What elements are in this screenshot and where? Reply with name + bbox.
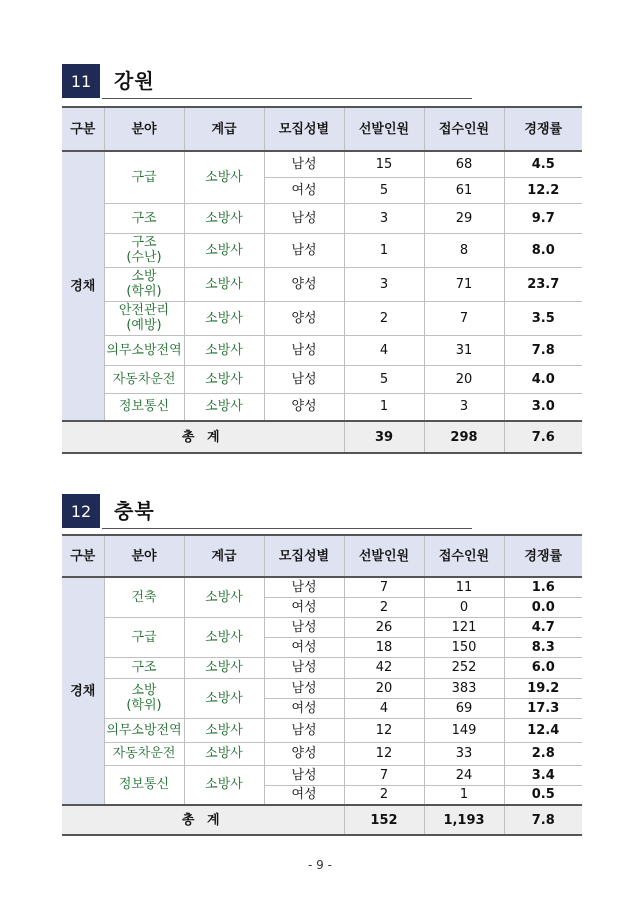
table-row <box>62 718 582 742</box>
applied-count-cell: 252 <box>424 657 504 678</box>
rank-cell: 소방사 <box>184 678 264 718</box>
selected-count-cell: 12 <box>344 742 424 765</box>
rank-cell: 소방사 <box>184 657 264 678</box>
column-header: 선발인원 <box>344 107 424 151</box>
total-label: 총 계 <box>62 421 344 453</box>
rank-cell: 소방사 <box>184 365 264 393</box>
table-row <box>62 365 582 393</box>
gender-cell: 여성 <box>264 597 344 617</box>
field-cell: 안전관리 (예방) <box>104 301 184 335</box>
applied-count-cell: 3 <box>424 393 504 421</box>
section-number-box: 11 <box>62 64 100 98</box>
field-cell: 구조 <box>104 657 184 678</box>
applied-count-cell: 31 <box>424 335 504 365</box>
gender-cell: 남성 <box>264 335 344 365</box>
gender-cell: 남성 <box>264 151 344 177</box>
applied-count-cell: 33 <box>424 742 504 765</box>
ratio-cell: 12.2 <box>504 177 582 203</box>
field-cell: 구조 (수난) <box>104 233 184 267</box>
total-row <box>62 805 582 835</box>
applied-count-cell: 20 <box>424 365 504 393</box>
gender-cell: 여성 <box>264 698 344 718</box>
ratio-cell: 19.2 <box>504 678 582 698</box>
applied-count-cell: 121 <box>424 617 504 637</box>
ratio-cell: 0.0 <box>504 597 582 617</box>
applied-count-cell: 11 <box>424 577 504 597</box>
selected-count-cell: 4 <box>344 698 424 718</box>
selected-count-cell: 5 <box>344 177 424 203</box>
gender-cell: 양성 <box>264 267 344 301</box>
table-row <box>62 617 582 637</box>
gender-cell: 남성 <box>264 678 344 698</box>
total-applied: 298 <box>424 421 504 453</box>
column-header: 분야 <box>104 535 184 577</box>
ratio-cell: 3.0 <box>504 393 582 421</box>
column-header: 선발인원 <box>344 535 424 577</box>
column-header: 계급 <box>184 107 264 151</box>
applied-count-cell: 149 <box>424 718 504 742</box>
table-row <box>62 151 582 177</box>
ratio-cell: 3.5 <box>504 301 582 335</box>
gender-cell: 양성 <box>264 393 344 421</box>
applied-count-cell: 0 <box>424 597 504 617</box>
section-underline <box>102 528 472 529</box>
applied-count-cell: 383 <box>424 678 504 698</box>
section-title: 강원 <box>114 69 155 93</box>
column-header: 접수인원 <box>424 535 504 577</box>
column-header: 모집성별 <box>264 535 344 577</box>
applied-count-cell: 68 <box>424 151 504 177</box>
field-cell: 정보통신 <box>104 393 184 421</box>
section-number-box: 12 <box>62 494 100 528</box>
field-cell: 의무소방전역 <box>104 335 184 365</box>
table-row <box>62 301 582 335</box>
selected-count-cell: 3 <box>344 203 424 233</box>
total-selected: 39 <box>344 421 424 453</box>
rank-cell: 소방사 <box>184 577 264 617</box>
selected-count-cell: 1 <box>344 393 424 421</box>
total-ratio: 7.8 <box>504 805 582 835</box>
gender-cell: 여성 <box>264 785 344 805</box>
table-row <box>62 233 582 267</box>
applied-count-cell: 71 <box>424 267 504 301</box>
field-cell: 건축 <box>104 577 184 617</box>
gender-cell: 남성 <box>264 365 344 393</box>
applied-count-cell: 8 <box>424 233 504 267</box>
ratio-cell: 3.4 <box>504 765 582 785</box>
table-row <box>62 203 582 233</box>
total-ratio: 7.6 <box>504 421 582 453</box>
applied-count-cell: 61 <box>424 177 504 203</box>
ratio-cell: 4.7 <box>504 617 582 637</box>
ratio-cell: 7.8 <box>504 335 582 365</box>
selected-count-cell: 2 <box>344 301 424 335</box>
rank-cell: 소방사 <box>184 335 264 365</box>
total-selected: 152 <box>344 805 424 835</box>
table-row <box>62 657 582 678</box>
table-row <box>62 393 582 421</box>
column-header: 경쟁률 <box>504 535 582 577</box>
applied-count-cell: 29 <box>424 203 504 233</box>
recruit-table-chungbuk <box>62 534 582 836</box>
applied-count-cell: 150 <box>424 637 504 657</box>
selected-count-cell: 2 <box>344 597 424 617</box>
gender-cell: 남성 <box>264 657 344 678</box>
ratio-cell: 8.0 <box>504 233 582 267</box>
selected-count-cell: 5 <box>344 365 424 393</box>
gender-cell: 양성 <box>264 742 344 765</box>
section-underline <box>102 98 472 99</box>
selected-count-cell: 12 <box>344 718 424 742</box>
category-cell: 경채 <box>62 577 104 805</box>
ratio-cell: 23.7 <box>504 267 582 301</box>
ratio-cell: 12.4 <box>504 718 582 742</box>
section-title: 충북 <box>114 499 155 523</box>
rank-cell: 소방사 <box>184 203 264 233</box>
rank-cell: 소방사 <box>184 393 264 421</box>
column-header: 경쟁률 <box>504 107 582 151</box>
selected-count-cell: 7 <box>344 577 424 597</box>
field-cell: 구급 <box>104 617 184 657</box>
rank-cell: 소방사 <box>184 267 264 301</box>
gender-cell: 남성 <box>264 617 344 637</box>
ratio-cell: 17.3 <box>504 698 582 718</box>
field-cell: 자동차운전 <box>104 742 184 765</box>
ratio-cell: 8.3 <box>504 637 582 657</box>
column-header: 구분 <box>62 107 104 151</box>
table-row <box>62 742 582 765</box>
field-cell: 소방 (학위) <box>104 678 184 718</box>
selected-count-cell: 42 <box>344 657 424 678</box>
ratio-cell: 6.0 <box>504 657 582 678</box>
table-row <box>62 335 582 365</box>
gender-cell: 남성 <box>264 718 344 742</box>
table-row <box>62 765 582 785</box>
column-header: 분야 <box>104 107 184 151</box>
selected-count-cell: 26 <box>344 617 424 637</box>
total-label: 총 계 <box>62 805 344 835</box>
field-cell: 자동차운전 <box>104 365 184 393</box>
gender-cell: 남성 <box>264 233 344 267</box>
ratio-cell: 9.7 <box>504 203 582 233</box>
applied-count-cell: 24 <box>424 765 504 785</box>
applied-count-cell: 69 <box>424 698 504 718</box>
rank-cell: 소방사 <box>184 765 264 805</box>
selected-count-cell: 1 <box>344 233 424 267</box>
section-header-12 <box>62 492 155 528</box>
rank-cell: 소방사 <box>184 742 264 765</box>
table-row <box>62 577 582 597</box>
gender-cell: 남성 <box>264 765 344 785</box>
gender-cell: 남성 <box>264 203 344 233</box>
column-header: 구분 <box>62 535 104 577</box>
field-cell: 구조 <box>104 203 184 233</box>
gender-cell: 양성 <box>264 301 344 335</box>
gender-cell: 여성 <box>264 177 344 203</box>
table-row <box>62 267 582 301</box>
rank-cell: 소방사 <box>184 617 264 657</box>
ratio-cell: 0.5 <box>504 785 582 805</box>
ratio-cell: 4.0 <box>504 365 582 393</box>
applied-count-cell: 7 <box>424 301 504 335</box>
field-cell: 소방 (학위) <box>104 267 184 301</box>
column-header: 모집성별 <box>264 107 344 151</box>
gender-cell: 남성 <box>264 577 344 597</box>
total-applied: 1,193 <box>424 805 504 835</box>
page-number: - 9 - <box>308 858 332 872</box>
selected-count-cell: 3 <box>344 267 424 301</box>
column-header: 접수인원 <box>424 107 504 151</box>
rank-cell: 소방사 <box>184 233 264 267</box>
field-cell: 정보통신 <box>104 765 184 805</box>
selected-count-cell: 4 <box>344 335 424 365</box>
rank-cell: 소방사 <box>184 301 264 335</box>
section-header-11 <box>62 62 155 98</box>
ratio-cell: 4.5 <box>504 151 582 177</box>
category-cell: 경채 <box>62 151 104 421</box>
selected-count-cell: 18 <box>344 637 424 657</box>
field-cell: 의무소방전역 <box>104 718 184 742</box>
selected-count-cell: 20 <box>344 678 424 698</box>
rank-cell: 소방사 <box>184 718 264 742</box>
column-header: 계급 <box>184 535 264 577</box>
gender-cell: 여성 <box>264 637 344 657</box>
selected-count-cell: 15 <box>344 151 424 177</box>
total-row <box>62 421 582 453</box>
table-row <box>62 678 582 698</box>
ratio-cell: 2.8 <box>504 742 582 765</box>
applied-count-cell: 1 <box>424 785 504 805</box>
ratio-cell: 1.6 <box>504 577 582 597</box>
rank-cell: 소방사 <box>184 151 264 203</box>
recruit-table-gangwon <box>62 106 582 454</box>
field-cell: 구급 <box>104 151 184 203</box>
selected-count-cell: 7 <box>344 765 424 785</box>
selected-count-cell: 2 <box>344 785 424 805</box>
